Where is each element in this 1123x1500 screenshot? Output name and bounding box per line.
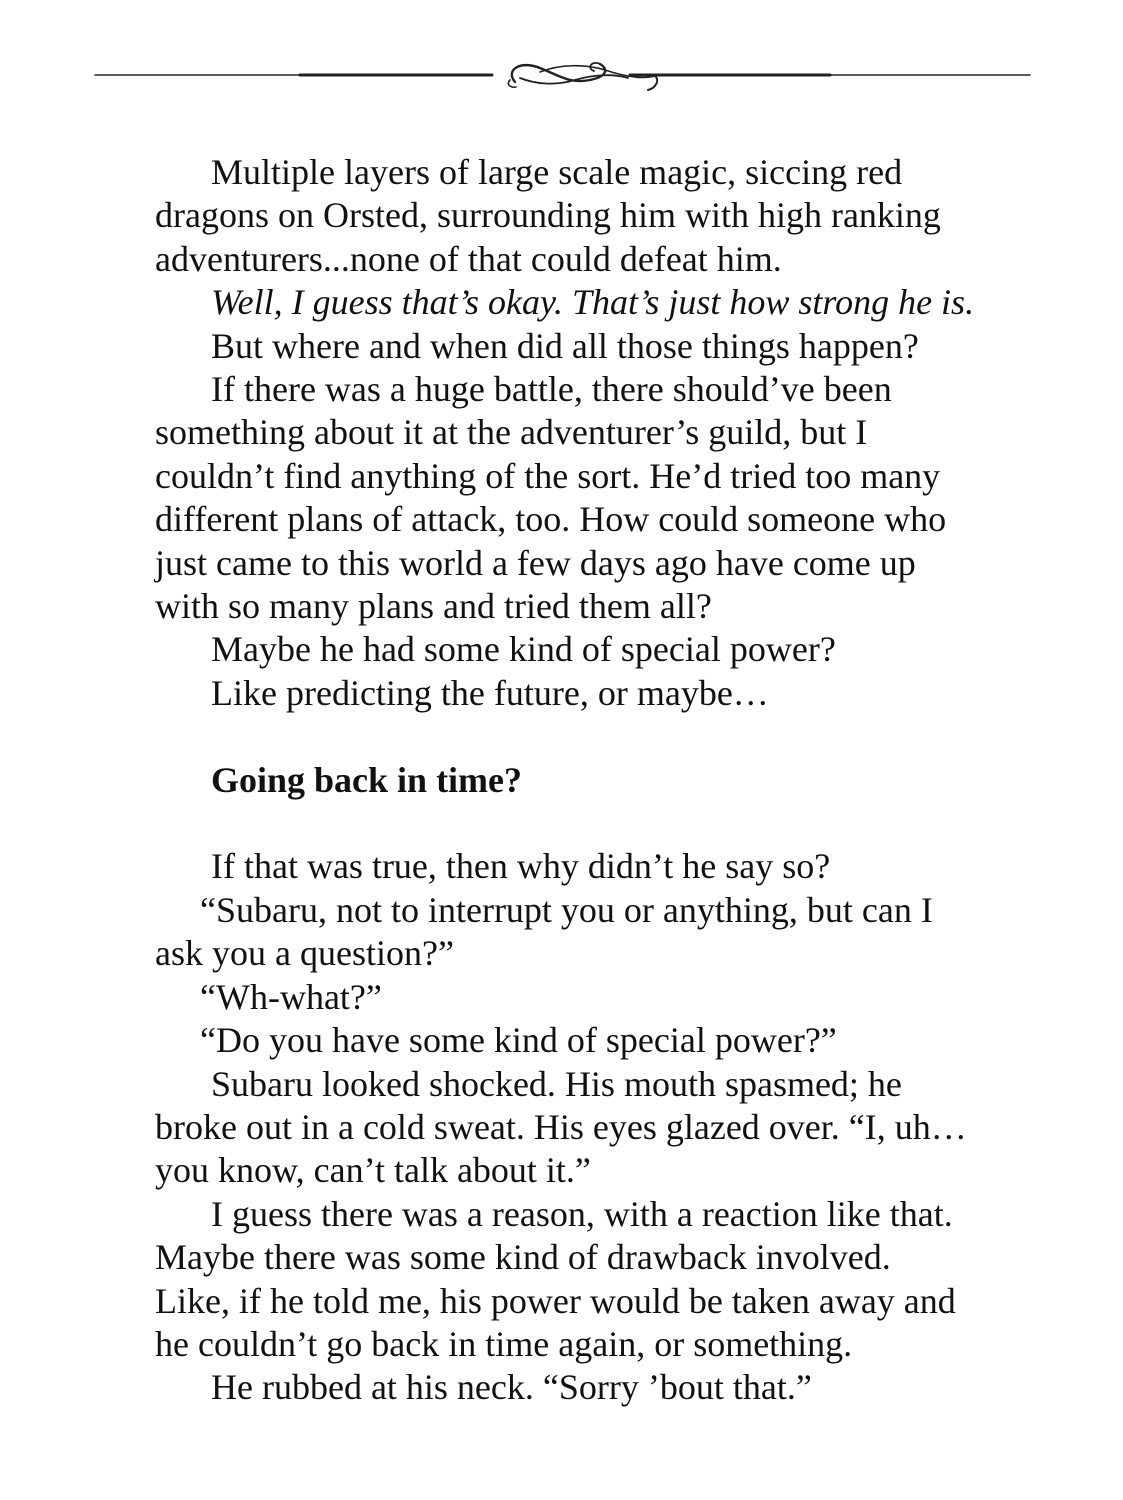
dialogue-line: “Wh-what?” — [200, 976, 382, 1017]
paragraph-line: different plans of attack, too. How could someone who — [155, 499, 947, 540]
page-body — [155, 151, 1025, 1410]
paragraph-line: broke out in a cold sweat. His eyes glazed over. “I, uh… — [155, 1106, 967, 1147]
paragraph-line: couldn’t find anything of the sort. He’d tried too many — [155, 455, 941, 496]
blank-line — [155, 715, 1025, 758]
dialogue-line: “Subaru, not to interrupt you or anything, but can I — [200, 889, 933, 930]
paragraph-line: with so many plans and tried them all? — [155, 586, 712, 627]
paragraph-line: But where and when did all those things happen? — [211, 325, 919, 366]
blank-line — [155, 802, 1025, 845]
dialogue-line: “Do you have some kind of special power?” — [200, 1020, 837, 1061]
paragraph-line: he couldn’t go back in time again, or something. — [155, 1323, 853, 1364]
header-ornament-divider — [0, 40, 1123, 110]
paragraph-line: Like, if he told me, his power would be taken away and — [155, 1280, 956, 1321]
paragraph-line: If that was true, then why didn’t he say so? — [211, 846, 831, 887]
paragraph-line: adventurers...none of that could defeat him. — [155, 238, 782, 279]
paragraph-line: Like predicting the future, or maybe… — [211, 672, 769, 713]
paragraph-line: I guess there was a reason, with a reaction like that. — [211, 1193, 953, 1234]
paragraph-line: Maybe he had some kind of special power? — [211, 629, 836, 670]
paragraph-line: If there was a huge battle, there should’ve been — [211, 369, 892, 410]
inner-thought-line: Well, I guess that’s okay. That’s just how strong he is. — [211, 282, 975, 323]
paragraph-line: Multiple layers of large scale magic, siccing red — [211, 152, 903, 192]
paragraph-line: Maybe there was some kind of drawback involved. — [155, 1237, 891, 1278]
emphasis-line: Going back in time? — [211, 759, 523, 800]
paragraph-line: you know, can’t talk about it.” — [155, 1150, 591, 1191]
paragraph-line: He rubbed at his neck. “Sorry ’bout that.” — [211, 1367, 812, 1408]
paragraph-line: Subaru looked shocked. His mouth spasmed; he — [211, 1063, 902, 1104]
paragraph-line: just came to this world a few days ago have come up — [155, 542, 916, 583]
dialogue-line: ask you a question?” — [155, 933, 454, 974]
paragraph-line: dragons on Orsted, surrounding him with high ranking — [155, 195, 941, 236]
paragraph-line: something about it at the adventurer’s guild, but I — [155, 412, 868, 453]
